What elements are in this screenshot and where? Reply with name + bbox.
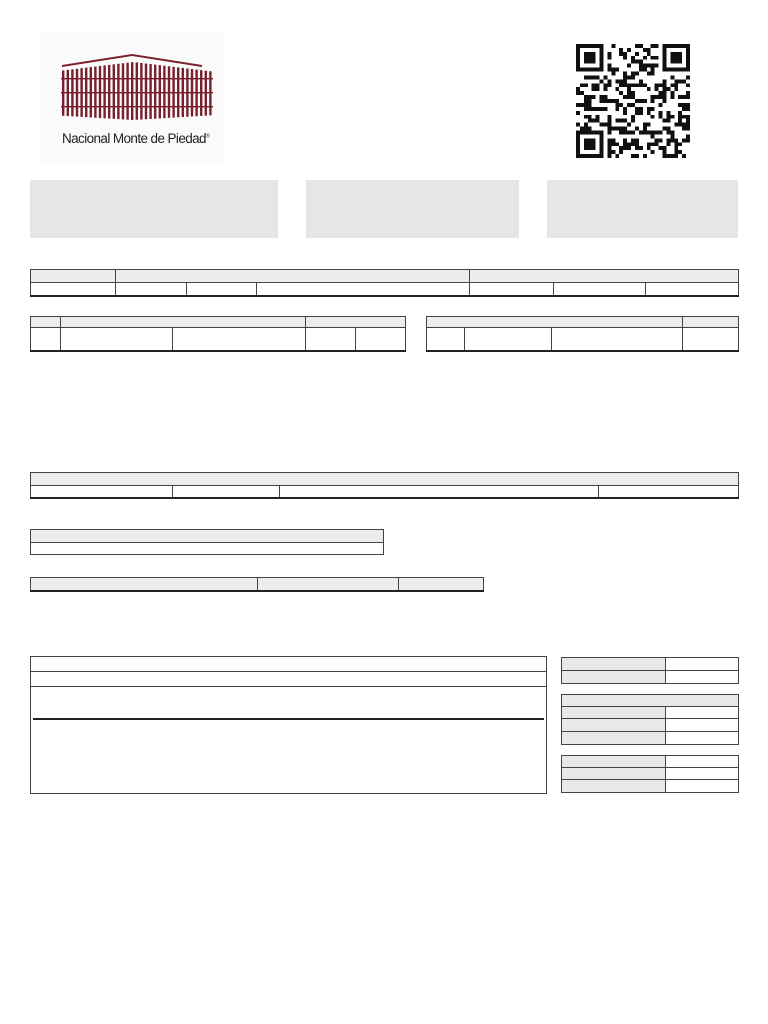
divider (33, 718, 544, 720)
appraisal-table (30, 529, 384, 555)
table-cell (666, 719, 739, 732)
table-cell (666, 707, 739, 719)
building-colonnade-icon (40, 32, 225, 132)
table-header-cell (116, 270, 470, 283)
table-cell (562, 707, 666, 719)
table-cell (666, 768, 739, 780)
client-data-table (30, 269, 739, 297)
table-header-cell (31, 317, 61, 328)
table-cell (646, 283, 739, 296)
info-panel-left (30, 180, 278, 238)
table-header-cell (683, 317, 739, 328)
qr-code-icon (576, 42, 690, 160)
table-cell (562, 768, 666, 780)
table-cell (399, 578, 484, 591)
pledge-detail-table (30, 472, 739, 499)
summary-row-table (30, 577, 484, 592)
table-cell (31, 578, 258, 591)
table-cell (554, 283, 646, 296)
table-cell (116, 283, 187, 296)
table-header-cell (306, 317, 406, 328)
table-cell (562, 719, 666, 732)
table-cell (562, 671, 666, 684)
table-cell (562, 780, 666, 793)
table-cell (666, 756, 739, 768)
table-header-cell (31, 530, 384, 543)
table-cell (666, 658, 739, 671)
table-cell (562, 756, 666, 768)
table-cell (306, 328, 356, 351)
contract-notes-frame (30, 656, 547, 794)
table-header-cell (427, 317, 683, 328)
table-header-cell (61, 317, 306, 328)
table-header-cell (470, 270, 739, 283)
table-cell (280, 486, 599, 498)
qr-code (576, 42, 690, 160)
table-cell (356, 328, 406, 351)
divider (31, 686, 546, 687)
table-cell (599, 486, 739, 498)
table-cell (465, 328, 552, 351)
side-summary-table-3 (561, 755, 739, 793)
logo (40, 32, 225, 162)
table-cell (562, 732, 666, 745)
table-cell (173, 486, 280, 498)
side-summary-table-2 (561, 694, 739, 745)
info-panel-center (306, 180, 519, 238)
table-cell (470, 283, 554, 296)
table-cell (562, 658, 666, 671)
table-cell (666, 732, 739, 745)
table-cell (257, 283, 470, 296)
table-cell (31, 486, 173, 498)
table-cell (31, 328, 61, 351)
info-panel-right (547, 180, 738, 238)
table-header-cell (562, 695, 739, 707)
loan-terms-table (30, 316, 406, 352)
table-cell (187, 283, 257, 296)
divider (31, 671, 546, 672)
table-cell (173, 328, 306, 351)
table-cell (666, 671, 739, 684)
table-cell (683, 328, 739, 351)
table-cell (258, 578, 399, 591)
table-cell (666, 780, 739, 793)
table-header-cell (31, 473, 739, 486)
table-cell (61, 328, 173, 351)
payment-terms-table (426, 316, 739, 352)
side-summary-table-1 (561, 657, 739, 684)
table-cell (31, 283, 116, 296)
logo-wordmark: Nacional Monte de Piedad® (62, 131, 210, 146)
table-cell (427, 328, 465, 351)
table-header-cell (31, 270, 116, 283)
table-cell (552, 328, 683, 351)
table-cell (31, 543, 384, 555)
